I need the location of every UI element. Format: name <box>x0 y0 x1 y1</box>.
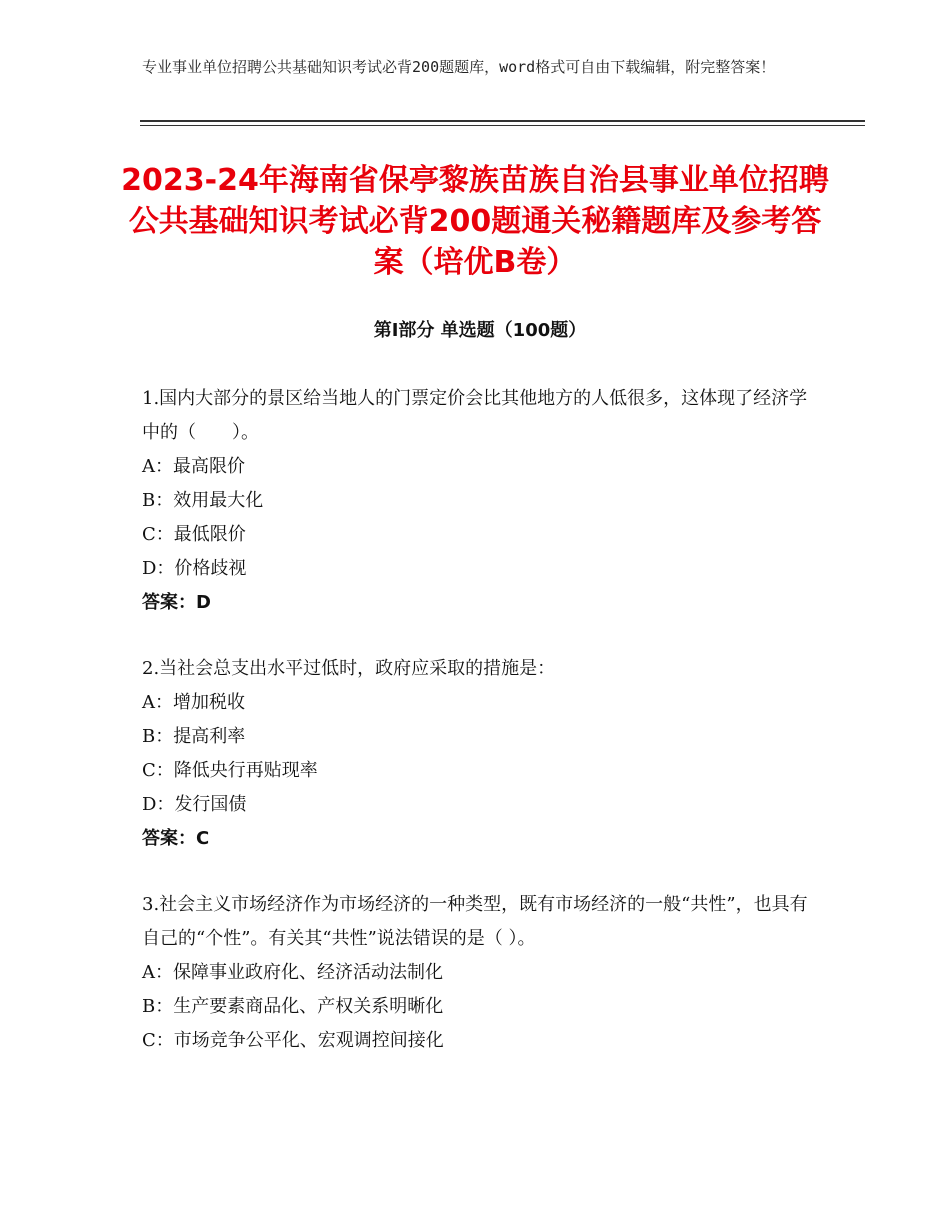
option-b: B：提高利率 <box>142 726 246 747</box>
option-d: D：发行国债 <box>142 794 247 815</box>
header-divider-thick <box>140 120 865 122</box>
option-b: B：效用最大化 <box>142 490 264 511</box>
option-c: C：降低央行再贴现率 <box>142 760 318 781</box>
question-stem: 2.当社会总支出水平过低时，政府应采取的措施是： <box>142 658 556 679</box>
option-d: D：价格歧视 <box>142 558 247 579</box>
answer-line: 答案：C <box>142 828 210 849</box>
question-2 <box>142 652 822 856</box>
question-list <box>142 382 822 1090</box>
question-1 <box>142 382 822 620</box>
option-c: C：市场竞争公平化、宏观调控间接化 <box>142 1030 444 1051</box>
question-3 <box>142 888 822 1058</box>
answer-line: 答案：D <box>142 592 211 613</box>
document-title: 2023-24年海南省保亭黎族苗族自治县事业单位招聘公共基础知识考试必背200题通关秘籍题库及参考答案（培优B卷） <box>121 163 829 280</box>
section-title: 第Ⅰ部分 单选题（100题） <box>373 320 587 341</box>
question-stem: 1.国内大部分的景区给当地人的门票定价会比其他地方的人低很多，这体现了经济学中的（ ）。 <box>142 388 808 443</box>
option-a: A：最高限价 <box>142 456 245 477</box>
option-b: B：生产要素商品化、产权关系明晰化 <box>142 996 444 1017</box>
option-c: C：最低限价 <box>142 524 246 545</box>
header-divider-thin <box>140 125 865 126</box>
option-a: A：增加税收 <box>142 692 245 713</box>
question-stem: 3.社会主义市场经济作为市场经济的一种类型，既有市场经济的一般“共性”，也具有自己的“个性”。有关其“共性”说法错误的是（ ）。 <box>142 894 808 949</box>
option-a: A：保障事业政府化、经济活动法制化 <box>142 962 443 983</box>
header-note: 专业事业单位招聘公共基础知识考试必背200题题库，word格式可自由下载编辑，附完整答案！ <box>142 58 776 76</box>
